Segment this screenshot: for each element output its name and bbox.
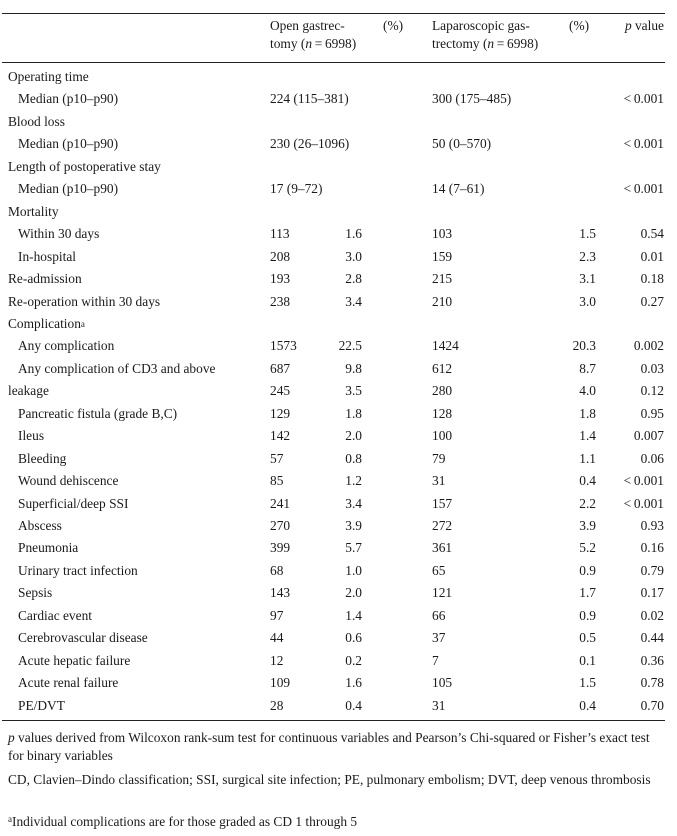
- laparoscopic-pct: 1.8: [579, 405, 596, 421]
- table-row: [0, 627, 677, 649]
- open-gastrectomy-pct: 1.8: [345, 405, 362, 421]
- table-row: [0, 425, 677, 447]
- table-row: [0, 582, 677, 604]
- p-value: 0.007: [633, 428, 664, 444]
- table-row: [0, 291, 677, 313]
- laparoscopic-pct: 1.4: [579, 428, 596, 444]
- open-gastrectomy-value: 44: [270, 630, 284, 646]
- open-gastrectomy-value: 1573: [270, 338, 297, 354]
- laparoscopic-pct: 0.1: [579, 652, 596, 668]
- laparoscopic-value: 361: [432, 540, 453, 556]
- laparoscopic-pct: 1.5: [579, 675, 596, 691]
- laparoscopic-value: 31: [432, 697, 446, 713]
- header-open-line2-pre: tomy (: [270, 36, 306, 51]
- footnote-abbreviations: CD, Clavien–Dindo classification; SSI, surgical site infection; PE, pulmonary embolism; DVT, deep venous thrombosis: [8, 772, 651, 787]
- open-gastrectomy-value: 28: [270, 697, 284, 713]
- p-value: 0.93: [640, 518, 664, 533]
- laparoscopic-pct: 0.4: [579, 697, 596, 713]
- open-gastrectomy-pct: 3.9: [345, 518, 362, 533]
- laparoscopic-value: 7: [432, 652, 439, 668]
- table-row: [0, 111, 677, 133]
- p-value: 0.78: [640, 675, 664, 691]
- laparoscopic-value: 50 (0–570): [432, 136, 492, 152]
- laparoscopic-pct: 1.7: [579, 585, 596, 601]
- p-value: 0.06: [640, 450, 664, 466]
- open-gastrectomy-pct: 1.2: [345, 473, 362, 489]
- row-label: Acute hepatic failure: [18, 652, 131, 668]
- open-gastrectomy-pct: 0.6: [345, 630, 362, 646]
- laparoscopic-pct: 0.9: [579, 607, 596, 623]
- laparoscopic-value: 157: [432, 495, 453, 511]
- footnote-p-values: [8, 729, 666, 765]
- row-label: Sepsis: [18, 585, 53, 601]
- p-value: 0.36: [640, 652, 664, 668]
- row-label: Urinary tract infection: [18, 562, 138, 578]
- p-value: 0.44: [640, 630, 664, 646]
- open-gastrectomy-value: 224 (115–381): [270, 91, 349, 107]
- row-label: Length of postoperative stay: [8, 158, 161, 174]
- open-gastrectomy-pct: 3.0: [345, 248, 362, 264]
- open-gastrectomy-pct: 2.8: [345, 271, 362, 287]
- open-gastrectomy-value: 113: [270, 226, 290, 242]
- laparoscopic-pct: 0.4: [579, 473, 596, 489]
- p-value: < 0.001: [623, 473, 664, 489]
- laparoscopic-value: 31: [432, 473, 446, 489]
- laparoscopic-pct: 1.1: [579, 450, 596, 466]
- open-gastrectomy-value: 270: [270, 518, 291, 533]
- table-row: [0, 380, 677, 402]
- open-gastrectomy-value: 97: [270, 607, 284, 623]
- open-gastrectomy-value: 687: [270, 360, 291, 376]
- header-lap-pct: (%): [569, 18, 590, 33]
- row-label: Cardiac event: [18, 607, 92, 623]
- open-gastrectomy-value: 17 (9–72): [270, 181, 323, 197]
- open-gastrectomy-pct: 1.4: [345, 607, 362, 623]
- table-row: [0, 672, 677, 694]
- table-row: [0, 695, 677, 717]
- row-label: In-hospital: [18, 248, 77, 264]
- open-gastrectomy-pct: 5.7: [345, 540, 362, 556]
- laparoscopic-value: 612: [432, 360, 453, 376]
- table-row: [0, 223, 677, 245]
- footnote-marker: a: [80, 318, 85, 329]
- laparoscopic-pct: 3.0: [579, 293, 596, 309]
- row-label: Bleeding: [18, 450, 67, 466]
- p-value: 0.18: [640, 271, 664, 287]
- laparoscopic-value: 128: [432, 405, 453, 421]
- open-gastrectomy-pct: 0.2: [345, 652, 362, 668]
- laparoscopic-value: 1424: [432, 338, 459, 354]
- row-label: Re-admission: [8, 271, 82, 287]
- row-label: Mortality: [8, 203, 59, 219]
- header-p-var: p: [624, 18, 632, 33]
- footnote-p-text: values derived from Wilcoxon rank-sum test for continuous variables and Pearson’s Chi-squared or Fisher’s exact test for binary variables: [8, 730, 650, 763]
- footnote-a-marker: a: [8, 814, 12, 824]
- table-row: [0, 358, 677, 380]
- row-label: Pancreatic fistula (grade B,C): [18, 405, 178, 421]
- open-gastrectomy-pct: 1.6: [345, 226, 362, 242]
- open-gastrectomy-value: 238: [270, 293, 291, 309]
- p-value: 0.16: [640, 540, 664, 556]
- open-gastrectomy-pct: 1.6: [345, 675, 362, 691]
- p-value: < 0.001: [623, 495, 664, 511]
- open-gastrectomy-value: 399: [270, 540, 291, 556]
- row-label: Acute renal failure: [18, 675, 119, 691]
- open-gastrectomy-pct: 1.0: [345, 562, 362, 578]
- p-value: 0.54: [640, 226, 664, 242]
- footnote-individual-complications: [8, 813, 666, 831]
- open-gastrectomy-value: 143: [270, 585, 291, 601]
- p-value: 0.70: [640, 697, 664, 713]
- header-p-suffix: value: [631, 18, 664, 33]
- row-label: Superficial/deep SSI: [18, 495, 129, 511]
- p-value: 0.002: [633, 338, 664, 354]
- open-gastrectomy-pct: 0.8: [345, 450, 362, 466]
- table-row: [0, 403, 677, 425]
- header-open-gastrectomy: [270, 17, 356, 53]
- footnote-a-text: Individual complications are for those graded as CD 1 through 5: [12, 814, 358, 829]
- header-lap-line1: Laparoscopic gas-: [432, 18, 530, 33]
- laparoscopic-value: 215: [432, 271, 453, 287]
- table-row: [0, 335, 677, 357]
- table-row: [0, 156, 677, 178]
- open-gastrectomy-value: 68: [270, 562, 284, 578]
- laparoscopic-pct: 0.9: [579, 562, 596, 578]
- table-row: [0, 650, 677, 672]
- open-gastrectomy-value: 241: [270, 495, 291, 511]
- row-label: Within 30 days: [18, 226, 100, 242]
- laparoscopic-value: 272: [432, 518, 453, 533]
- laparoscopic-value: 280: [432, 383, 453, 399]
- row-label: Abscess: [18, 518, 62, 533]
- p-value: 0.03: [640, 360, 664, 376]
- open-gastrectomy-value: 129: [270, 405, 291, 421]
- row-label: Complication: [8, 315, 81, 331]
- table-row: [0, 605, 677, 627]
- row-label: Median (p10–p90): [18, 181, 119, 197]
- open-gastrectomy-value: 142: [270, 428, 291, 444]
- open-gastrectomy-value: 57: [270, 450, 284, 466]
- open-gastrectomy-value: 245: [270, 383, 291, 399]
- laparoscopic-value: 103: [432, 226, 453, 242]
- open-gastrectomy-pct: 2.0: [345, 428, 362, 444]
- row-label: leakage: [8, 383, 49, 399]
- header-lap-line2-pre: trectomy (: [432, 36, 488, 51]
- header-open-pct: (%): [383, 18, 404, 33]
- header-lap-n: n: [487, 36, 495, 51]
- table-row: [0, 268, 677, 290]
- laparoscopic-value: 66: [432, 607, 446, 623]
- open-gastrectomy-pct: 3.4: [345, 495, 362, 511]
- laparoscopic-value: 37: [432, 630, 446, 646]
- row-label: Pneumonia: [18, 540, 79, 556]
- row-label: Cerebrovascular disease: [18, 630, 148, 646]
- p-value: 0.12: [640, 383, 664, 399]
- bottom-rule: [2, 720, 665, 721]
- header-open-n: n: [305, 36, 313, 51]
- p-value: 0.79: [640, 562, 664, 578]
- p-value: 0.27: [640, 293, 664, 309]
- open-gastrectomy-pct: 9.8: [345, 360, 362, 376]
- row-label-with-footnote: [8, 313, 85, 335]
- table-row: [0, 448, 677, 470]
- open-gastrectomy-pct: 22.5: [338, 338, 362, 354]
- p-value: < 0.001: [623, 136, 664, 152]
- open-gastrectomy-value: 85: [270, 473, 284, 489]
- top-rule: [2, 13, 665, 14]
- row-label: Median (p10–p90): [18, 91, 119, 107]
- header-rule: [2, 62, 665, 63]
- header-laparoscopic-gastrectomy: [432, 17, 538, 53]
- footnote-p-var: p: [8, 730, 15, 745]
- table-row: [0, 560, 677, 582]
- header-open-line2-post: = 6998): [312, 36, 357, 51]
- open-gastrectomy-pct: 3.5: [345, 383, 362, 399]
- header-lap-line2: [432, 35, 538, 53]
- p-value: < 0.001: [623, 181, 664, 197]
- table-row: [0, 178, 677, 200]
- p-value: 0.95: [640, 405, 664, 421]
- row-label: Any complication of CD3 and above: [18, 360, 216, 376]
- p-value: 0.02: [640, 607, 664, 623]
- table-row: [0, 313, 677, 335]
- open-gastrectomy-pct: 3.4: [345, 293, 362, 309]
- row-label: Re-operation within 30 days: [8, 293, 161, 309]
- laparoscopic-pct: 5.2: [579, 540, 596, 556]
- laparoscopic-value: 100: [432, 428, 453, 444]
- header-lap-line2-post: = 6998): [494, 36, 539, 51]
- laparoscopic-pct: 2.2: [579, 495, 596, 511]
- row-label: Wound dehiscence: [18, 473, 119, 489]
- open-gastrectomy-value: 109: [270, 675, 291, 691]
- row-label: PE/DVT: [18, 697, 65, 713]
- laparoscopic-pct: 20.3: [572, 338, 596, 354]
- p-value: 0.17: [640, 585, 664, 601]
- row-label: Median (p10–p90): [18, 136, 119, 152]
- row-label: Ileus: [18, 428, 45, 444]
- laparoscopic-value: 105: [432, 675, 453, 691]
- table-row: [0, 201, 677, 223]
- laparoscopic-pct: 2.3: [579, 248, 596, 264]
- header-open-line2: [270, 35, 356, 53]
- header-open-line1: Open gastrec-: [270, 18, 345, 33]
- laparoscopic-value: 121: [432, 585, 453, 601]
- p-value: < 0.001: [623, 91, 664, 107]
- open-gastrectomy-value: 208: [270, 248, 291, 264]
- table-row: [0, 88, 677, 110]
- header-p-value: [625, 17, 664, 35]
- laparoscopic-pct: 4.0: [579, 383, 596, 399]
- table-row: [0, 470, 677, 492]
- table-row: [0, 133, 677, 155]
- table-row: [0, 493, 677, 515]
- row-label: Blood loss: [8, 113, 65, 129]
- laparoscopic-value: 14 (7–61): [432, 181, 485, 197]
- laparoscopic-value: 159: [432, 248, 453, 264]
- open-gastrectomy-value: 193: [270, 271, 291, 287]
- table-row: [0, 537, 677, 559]
- table-row: [0, 66, 677, 88]
- laparoscopic-pct: 1.5: [579, 226, 596, 242]
- laparoscopic-value: 210: [432, 293, 453, 309]
- table-row: [0, 515, 677, 537]
- p-value: 0.01: [640, 248, 664, 264]
- table-row: [0, 246, 677, 268]
- laparoscopic-pct: 3.9: [579, 518, 596, 533]
- laparoscopic-pct: 8.7: [579, 360, 596, 376]
- laparoscopic-value: 79: [432, 450, 446, 466]
- laparoscopic-pct: 3.1: [579, 271, 596, 287]
- laparoscopic-value: 300 (175–485): [432, 91, 512, 107]
- open-gastrectomy-pct: 2.0: [345, 585, 362, 601]
- open-gastrectomy-value: 12: [270, 652, 284, 668]
- laparoscopic-pct: 0.5: [579, 630, 596, 646]
- row-label: Operating time: [8, 69, 89, 84]
- row-label: Any complication: [18, 338, 115, 354]
- open-gastrectomy-value: 230 (26–1096): [270, 136, 350, 152]
- laparoscopic-value: 65: [432, 562, 446, 578]
- open-gastrectomy-pct: 0.4: [345, 697, 362, 713]
